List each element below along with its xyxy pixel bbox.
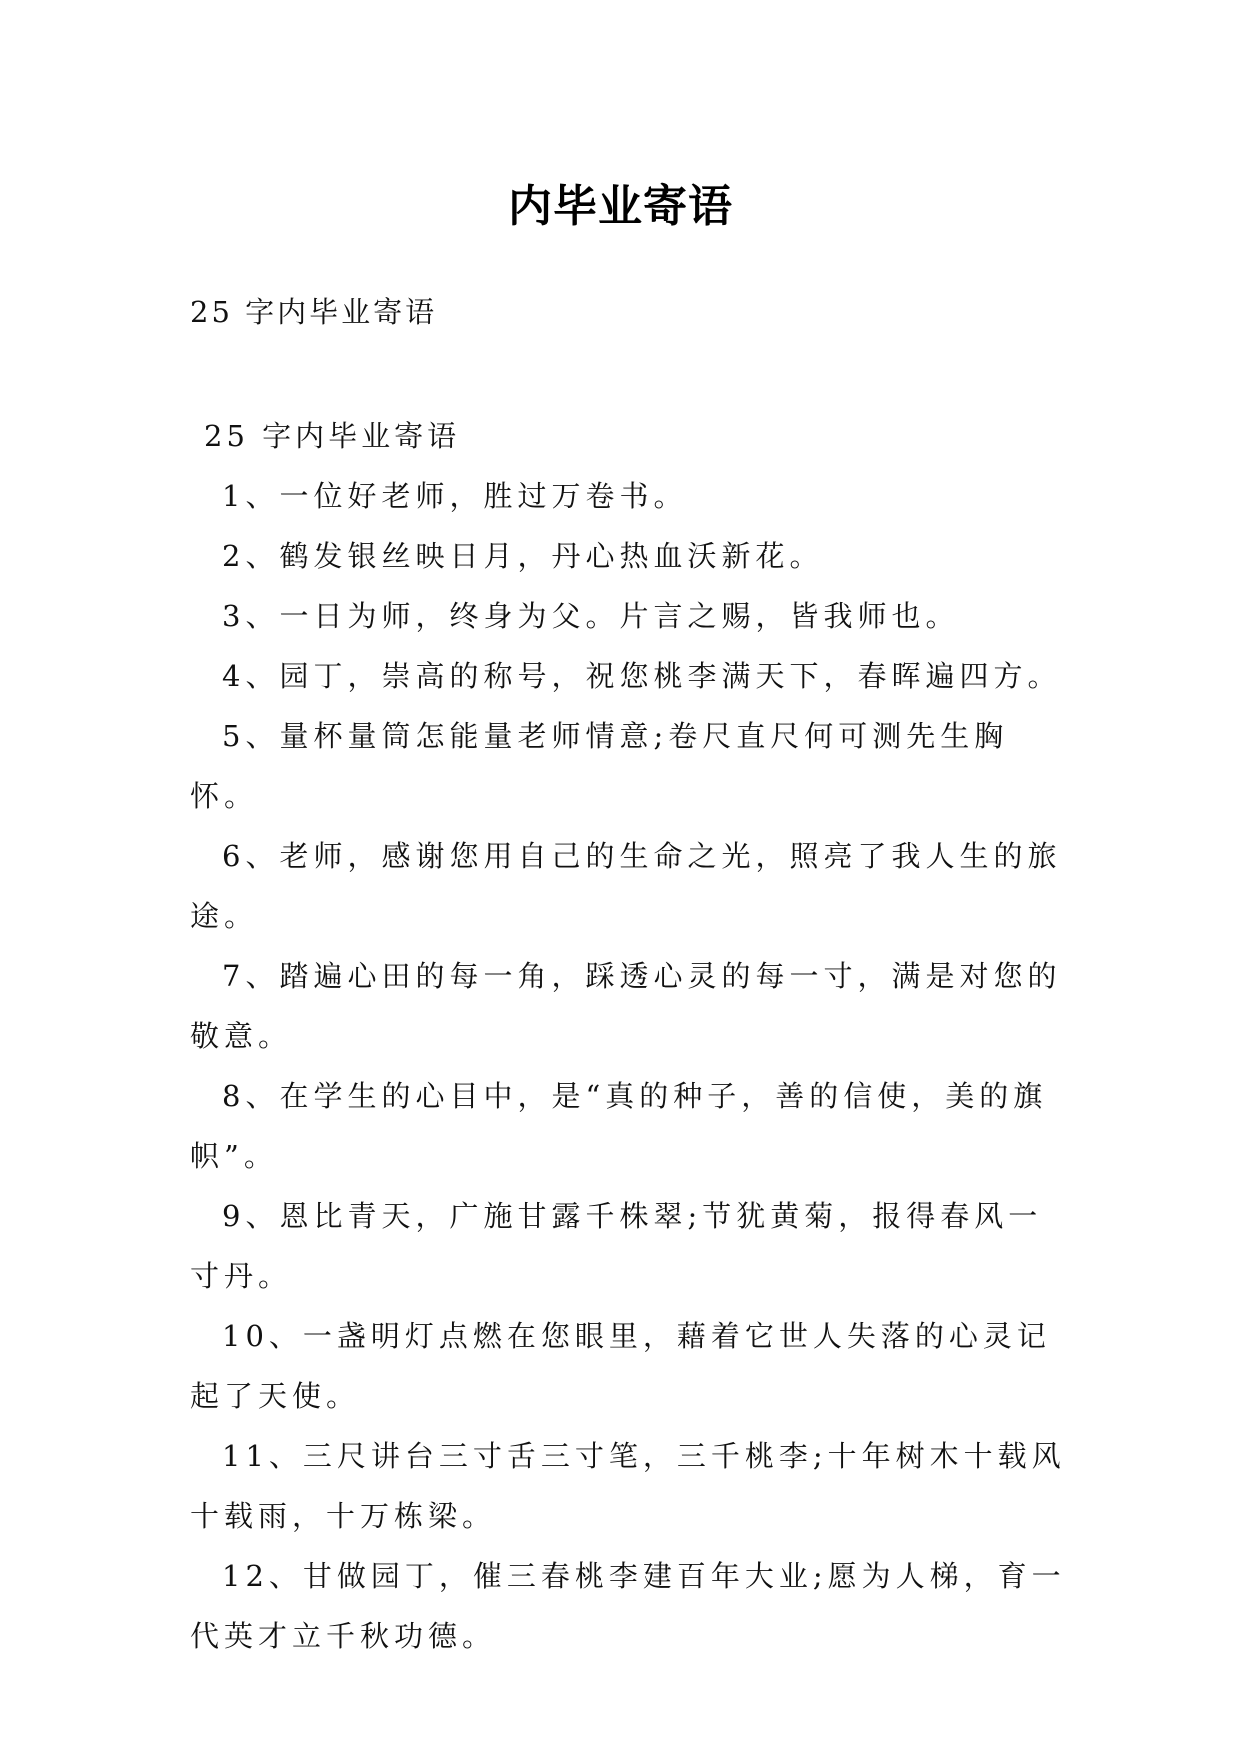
list-item: 9、恩比青天，广施甘露千株翠;节犹黄菊，报得春风一寸丹。	[190, 1199, 1043, 1293]
list-item: 6、老师，感谢您用自己的生命之光，照亮了我人生的旅途。	[190, 839, 1062, 933]
list-item: 8、在学生的心目中，是“真的种子，善的信使，美的旗帜”。	[190, 1079, 1048, 1173]
list-item: 4、园丁，崇高的称号，祝您桃李满天下，春晖遍四方。	[222, 659, 1062, 693]
list-item: 1、一位好老师，胜过万卷书。	[222, 479, 688, 513]
document-body	[190, 406, 1070, 1666]
document-subtitle: 25 字内毕业寄语	[190, 295, 438, 329]
list-item: 10、一盏明灯点燃在您眼里，藉着它世人失落的心灵记起了天使。	[190, 1319, 1051, 1413]
page-title: 内毕业寄语	[508, 181, 733, 233]
list-item: 3、一日为师，终身为父。片言之赐，皆我师也。	[222, 599, 960, 633]
list-item: 11、三尺讲台三寸舌三寸笔，三千桃李;十年树木十载风十载雨，十万栋梁。	[190, 1439, 1066, 1533]
list-item: 2、鹤发银丝映日月，丹心热血沃新花。	[222, 539, 824, 573]
section-heading: 25 字内毕业寄语	[204, 419, 461, 453]
list-item: 7、踏遍心田的每一角，踩透心灵的每一寸，满是对您的敬意。	[190, 959, 1062, 1053]
list-item: 12、甘做园丁，催三春桃李建百年大业;愿为人梯，育一代英才立千秋功德。	[190, 1559, 1066, 1653]
list-item: 5、量杯量筒怎能量老师情意;卷尺直尺何可测先生胸怀。	[190, 719, 1009, 813]
